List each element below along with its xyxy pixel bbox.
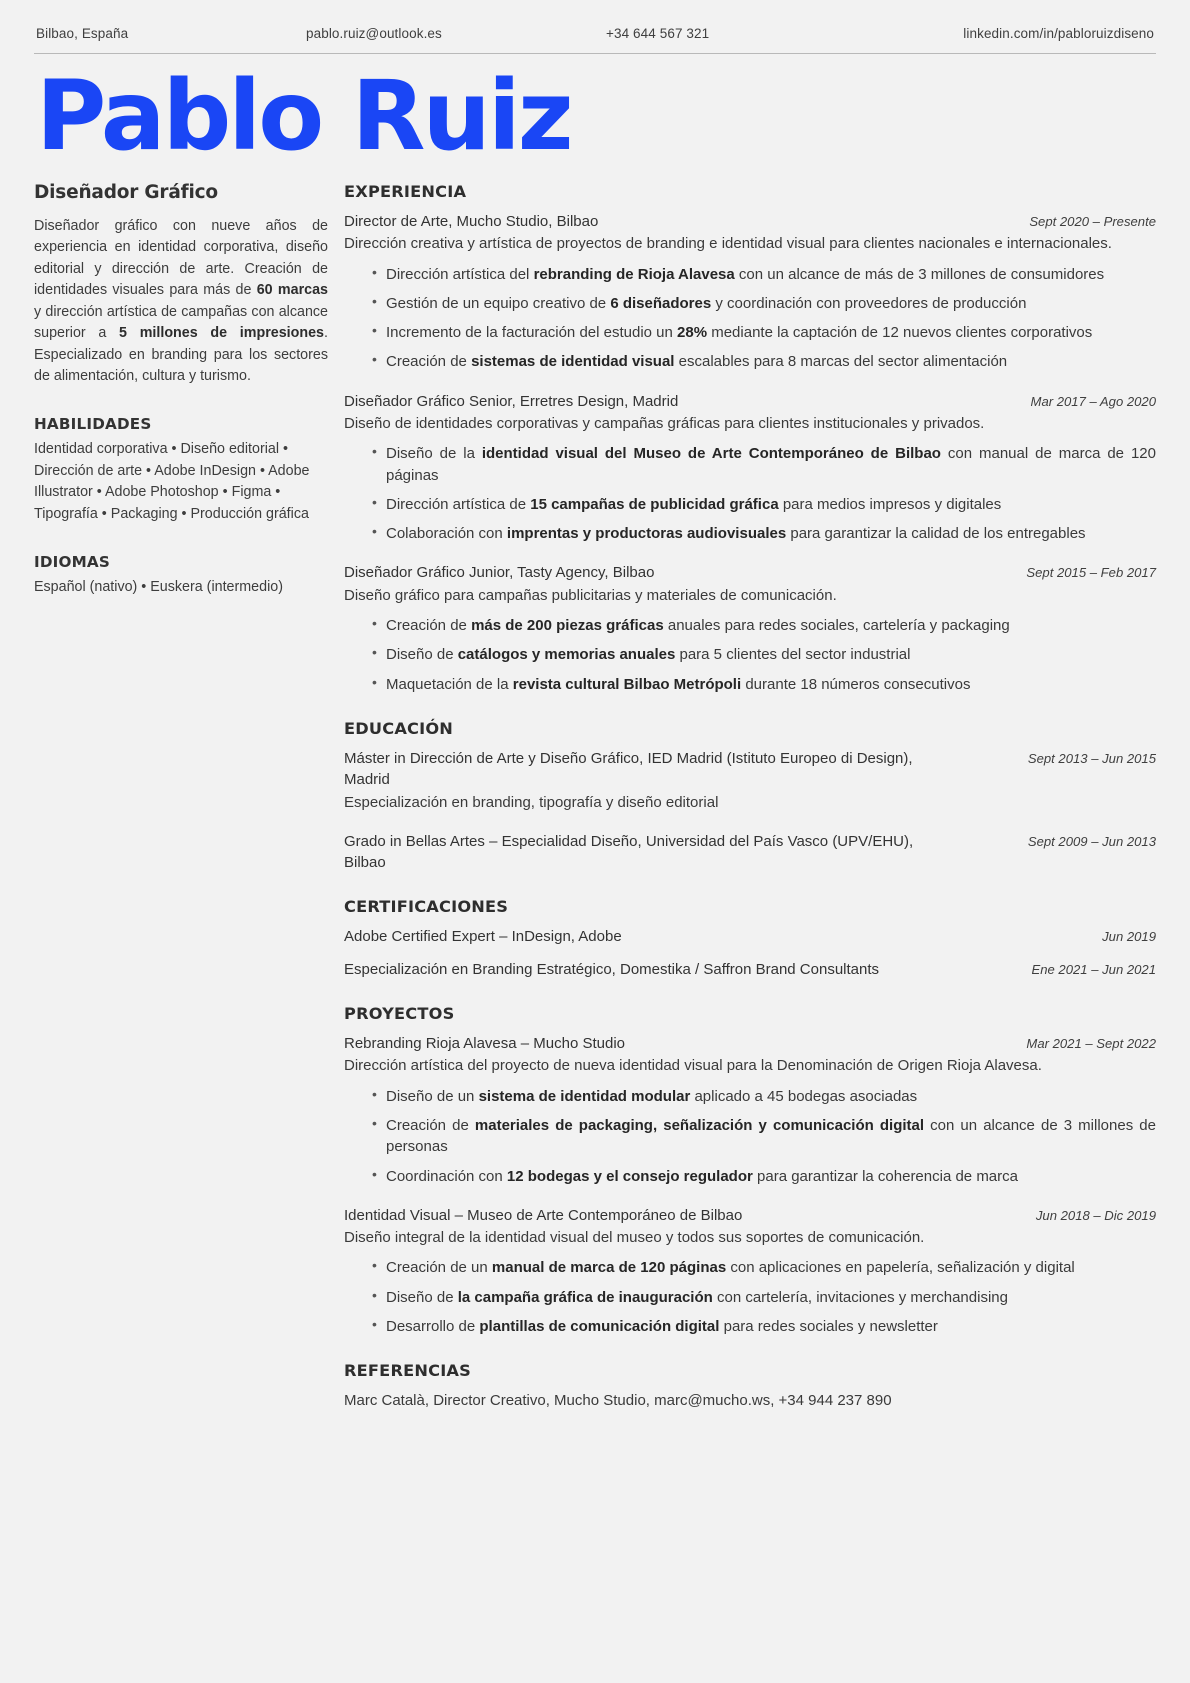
entry-header xyxy=(344,211,1156,232)
languages-list: Español (nativo) • Euskera (intermedio) xyxy=(34,579,283,596)
skills-list: Identidad corporativa • Diseño editorial • Dirección de arte • Adobe InDesign • Adobe Illustrator • Adobe Photoshop • Figma • Tipografía • Packaging • Producción gráfica xyxy=(34,441,310,522)
list-item: • Dirección artística de 15 campañas de publicidad gráfica para medios impresos y digitales xyxy=(372,494,1156,515)
body-columns xyxy=(34,182,1156,1412)
experience-heading: EXPERIENCIA xyxy=(344,181,467,201)
entry xyxy=(344,831,1156,874)
entry-title: Adobe Certified Expert – InDesign, Adobe xyxy=(344,928,622,946)
entry xyxy=(344,562,1156,694)
entry-header xyxy=(344,391,1156,412)
list-item: • Creación de sistemas de identidad visual escalables para 8 marcas del sector alimentación xyxy=(372,351,1156,372)
entry-description: Diseño integral de la identidad visual del museo y todos sus soportes de comunicación. xyxy=(344,1229,925,1247)
entry-header xyxy=(344,831,1156,874)
list-item: • Creación de materiales de packaging, señalización y comunicación digital con un alcance de 3 millones de personas xyxy=(372,1115,1156,1158)
entry-description: Especialización en branding, tipografía y diseño editorial xyxy=(344,793,719,811)
projects-list xyxy=(344,1033,1156,1337)
profile-summary: Diseñador gráfico con nueve años de experiencia en identidad corporativa, diseño editorial y dirección de arte. Creación de identidades visuales para más de 60 marcas y dirección artística de campañas con alcance superior a 5 millones de impresiones. Especializado en branding para los sectores de alimentación, cultura y turismo. xyxy=(34,217,328,384)
list-item: • Dirección artística del rebranding de Rioja Alavesa con un alcance de más de 3 millones de consumidores xyxy=(372,264,1156,285)
entry-header xyxy=(344,562,1156,583)
projects-heading: PROYECTOS xyxy=(344,1004,455,1024)
entry-header xyxy=(344,1205,1156,1226)
entry-header xyxy=(344,959,1156,980)
list-item: • Diseño de la identidad visual del Museo de Arte Contemporáneo de Bilbao con manual de marca de 120 páginas xyxy=(372,443,1156,486)
list-item: • Creación de más de 200 piezas gráficas anuales para redes sociales, cartelería y packaging xyxy=(372,615,1156,636)
entry-title: Rebranding Rioja Alavesa – Mucho Studio xyxy=(344,1035,626,1053)
list-item: • Desarrollo de plantillas de comunicación digital para redes sociales y newsletter xyxy=(372,1316,1156,1337)
entry-date: Sept 2009 – Jun 2013 xyxy=(1027,833,1156,849)
entry xyxy=(344,391,1156,545)
job-title: Diseñador Gráfico xyxy=(34,181,218,203)
contact-email[interactable]: pablo.ruiz@outlook.es xyxy=(306,26,442,41)
entry-title: Diseñador Gráfico Senior, Erretres Design, Madrid xyxy=(344,392,679,410)
reference-line: Marc Català, Director Creativo, Mucho Studio, marc@mucho.ws, +34 944 237 890 xyxy=(344,1392,892,1410)
bullet-list xyxy=(344,615,1156,695)
entry-header xyxy=(344,1033,1156,1054)
entry xyxy=(344,1033,1156,1187)
list-item: • Diseño de catálogos y memorias anuales para 5 clientes del sector industrial xyxy=(372,644,1156,665)
list-item: • Diseño de la campaña gráfica de inauguración con cartelería, invitaciones y merchandising xyxy=(372,1287,1156,1308)
list-item: • Coordinación con 12 bodegas y el consejo regulador para garantizar la coherencia de marca xyxy=(372,1166,1156,1187)
education-list xyxy=(344,748,1156,873)
bullet-list xyxy=(344,1086,1156,1187)
entry-title: Grado in Bellas Artes – Especialidad Diseño, Universidad del País Vasco (UPV/EHU), Bilbao xyxy=(344,832,914,872)
list-item: • Maquetación de la revista cultural Bilbao Metrópoli durante 18 números consecutivos xyxy=(372,674,1156,695)
list-item: • Incremento de la facturación del estudio un 28% mediante la captación de 12 nuevos clientes corporativos xyxy=(372,322,1156,343)
bullet-list xyxy=(344,264,1156,373)
entry xyxy=(344,1205,1156,1337)
contact-linkedin[interactable]: linkedin.com/in/pabloruizdiseno xyxy=(963,26,1154,41)
name-block xyxy=(34,54,1156,172)
entry xyxy=(344,926,1156,947)
list-item: • Colaboración con imprentas y productoras audiovisuales para garantizar la calidad de los entregables xyxy=(372,523,1156,544)
contact-bar xyxy=(34,26,1156,54)
experience-list xyxy=(344,211,1156,695)
entry xyxy=(344,211,1156,373)
entry-title: Identidad Visual – Museo de Arte Contemporáneo de Bilbao xyxy=(344,1206,743,1224)
entry-title: Máster in Dirección de Arte y Diseño Gráfico, IED Madrid (Istituto Europeo di Design), Madrid xyxy=(344,749,913,789)
bullet-list xyxy=(344,443,1156,544)
entry-title: Especialización en Branding Estratégico, Domestika / Saffron Brand Consultants xyxy=(344,960,880,978)
list-item: • Gestión de un equipo creativo de 6 diseñadores y coordinación con proveedores de producción xyxy=(372,293,1156,314)
certifications-list xyxy=(344,926,1156,980)
contact-location: Bilbao, España xyxy=(36,26,129,41)
entry-date: Ene 2021 – Jun 2021 xyxy=(1031,961,1156,977)
sidebar xyxy=(34,182,338,599)
entry-header xyxy=(344,926,1156,947)
contact-phone[interactable]: +34 644 567 321 xyxy=(606,26,710,41)
references-heading: REFERENCIAS xyxy=(344,1361,471,1381)
entry-date: Sept 2013 – Jun 2015 xyxy=(1027,750,1156,766)
entry-date: Sept 2020 – Presente xyxy=(1029,213,1156,229)
entry-header xyxy=(344,748,1156,791)
bullet-list xyxy=(344,1257,1156,1337)
entry-description: Dirección creativa y artística de proyectos de branding e identidad visual para clientes nacionales e internacionales. xyxy=(344,235,1112,253)
languages-heading: IDIOMAS xyxy=(34,553,111,572)
entry-description: Dirección artística del proyecto de nueva identidad visual para la Denominación de Origen Rioja Alavesa. xyxy=(344,1057,1042,1075)
entry-title: Director de Arte, Mucho Studio, Bilbao xyxy=(344,212,599,230)
entry-date: Jun 2019 xyxy=(1102,929,1156,945)
entry-date: Mar 2021 – Sept 2022 xyxy=(1026,1036,1156,1052)
entry-date: Sept 2015 – Feb 2017 xyxy=(1026,565,1156,581)
skills-heading: HABILIDADES xyxy=(34,415,152,434)
entry-date: Mar 2017 – Ago 2020 xyxy=(1030,393,1156,409)
entry xyxy=(344,959,1156,980)
references-list xyxy=(344,1390,1156,1411)
entry xyxy=(344,748,1156,813)
entry-description: Diseño de identidades corporativas y campañas gráficas para clientes institucionales y privados. xyxy=(344,414,985,432)
list-item: • Creación de un manual de marca de 120 páginas con aplicaciones en papelería, señalización y digital xyxy=(372,1257,1156,1278)
certifications-heading: CERTIFICACIONES xyxy=(344,897,509,917)
main-content xyxy=(338,182,1156,1412)
entry-date: Jun 2018 – Dic 2019 xyxy=(1035,1207,1156,1223)
entry-title: Diseñador Gráfico Junior, Tasty Agency, Bilbao xyxy=(344,564,655,582)
list-item: • Diseño de un sistema de identidad modular aplicado a 45 bodegas asociadas xyxy=(372,1086,1156,1107)
page-title: Pablo Ruiz xyxy=(36,60,571,172)
entry-description: Diseño gráfico para campañas publicitarias y materiales de comunicación. xyxy=(344,586,837,604)
education-heading: EDUCACIÓN xyxy=(344,718,454,738)
